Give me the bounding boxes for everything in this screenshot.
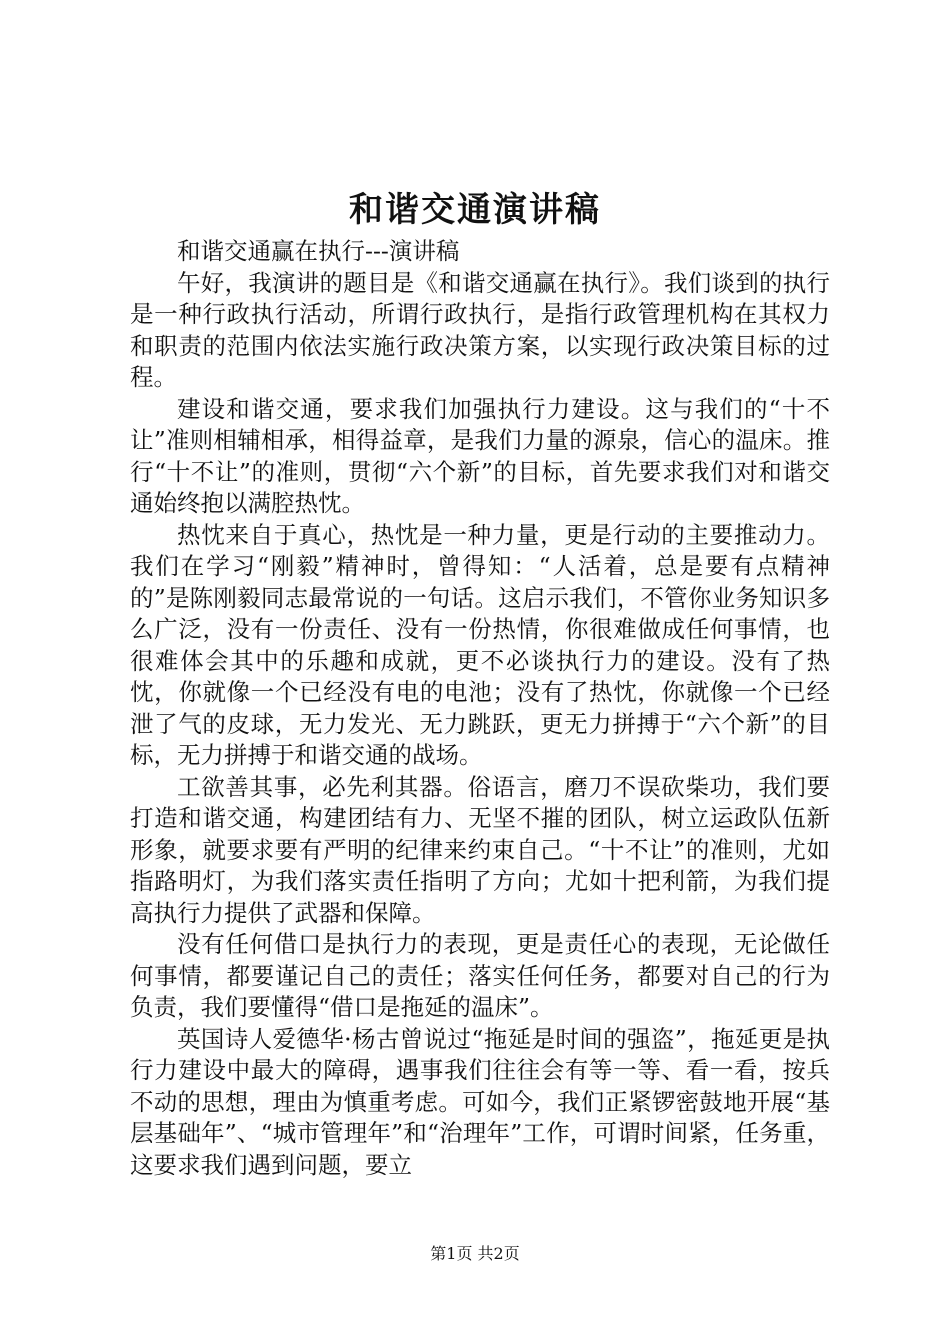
body-paragraph-subtitle: 和谐交通赢在执行---演讲稿 xyxy=(177,237,460,265)
page-footer xyxy=(0,1243,950,1265)
document-title: 和谐交通演讲稿 xyxy=(349,190,601,230)
body-paragraph: 午好，我演讲的题目是《和谐交通赢在执行》。我们谈到的执行是一种行政执行活动，所谓行政执行，是指行政管理机构在其权力和职责的范围内依法实施行政决策方案，以实现行政决策目标的过程。 xyxy=(130,268,830,391)
body-paragraph: 没有任何借口是执行力的表现，更是责任心的表现，无论做任何事情，都要谨记自己的责任；落实任何任务，都要对自己的行为负责，我们要懂得“借口是拖延的温床”。 xyxy=(130,930,830,1021)
body-paragraph: 英国诗人爱德华·杨古曾说过“拖延是时间的强盗”，拖延更是执行力建设中最大的障碍，遇事我们往往会有等一等、看一看，按兵不动的思想，理由为慎重考虑。可如今，我们正紧锣密鼓地开展“基层基础年”、“城市管理年”和“治理年”工作，可谓时间紧，任务重，这要求我们遇到问题，要立 xyxy=(130,1024,830,1179)
document-body xyxy=(130,236,830,1181)
body-paragraph: 工欲善其事，必先利其器。俗语言，磨刀不误砍柴功，我们要打造和谐交通，构建团结有力、无坚不摧的团队，树立运政队伍新形象，就要求要有严明的纪律来约束自己。“十不让”的准则，尤如指路明灯，为我们落实责任指明了方向；尤如十把利箭，为我们提高执行力提供了武器和保障。 xyxy=(130,772,830,927)
body-paragraph: 热忱来自于真心，热忱是一种力量，更是行动的主要推动力。我们在学习“刚毅”精神时，曾得知：“人活着，总是要有点精神的”是陈刚毅同志最常说的一句话。这启示我们，不管你业务知识多么广泛，没有一份责任、没有一份热情，你很难做成任何事情，也很难体会其中的乐趣和成就，更不必谈执行力的建设。没有了热忱，你就像一个已经没有电的电池；没有了热忱，你就像一个已经泄了气的皮球，无力发光、无力跳跃，更无力拼搏于“六个新”的目标，无力拼搏于和谐交通的战场。 xyxy=(130,520,830,769)
page-number: 第1页 共2页 xyxy=(430,1244,520,1263)
body-paragraph: 建设和谐交通，要求我们加强执行力建设。这与我们的“十不让”准则相辅相承，相得益章，是我们力量的源泉，信心的温床。推行“十不让”的准则，贯彻“六个新”的目标，首先要求我们对和谐交通始终抱以满腔热忱。 xyxy=(130,394,830,517)
